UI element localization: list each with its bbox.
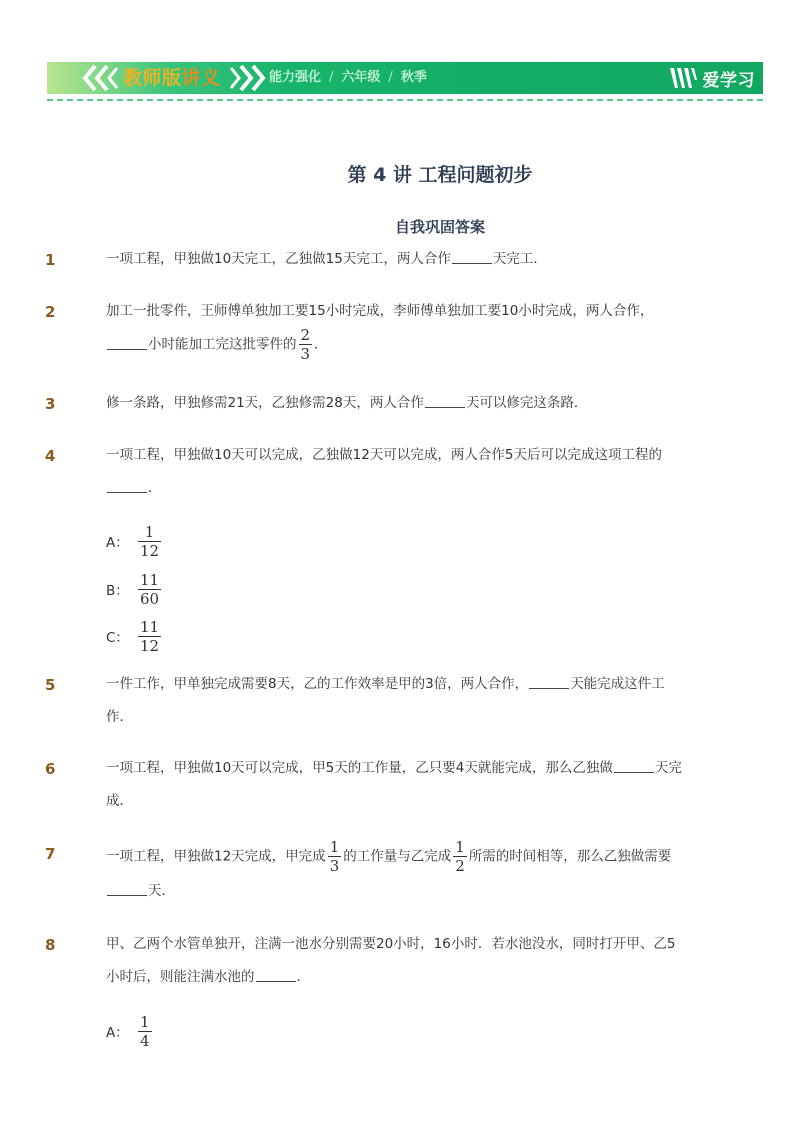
crumb-season: 秋季 — [400, 70, 427, 85]
crumb-grade: 六年级 — [341, 70, 381, 85]
header-bar — [47, 62, 763, 94]
section-title: 自我巩固答案 — [394, 218, 485, 236]
fraction — [328, 838, 342, 875]
fraction — [453, 838, 467, 875]
question-text — [106, 387, 726, 420]
question-line: 小时后，则能注满水池的 — [106, 969, 255, 985]
crumb-separator: / — [388, 70, 393, 85]
breadcrumb — [269, 69, 427, 87]
question-text — [106, 295, 726, 363]
answer-blank — [107, 478, 147, 493]
brand-mark-icon — [668, 66, 698, 90]
question-line: 天完工． — [492, 251, 547, 267]
fraction-denominator: 3 — [329, 857, 340, 875]
question-line: 一项工程，甲独做10天完工，乙独做15天完工，两人合作 — [106, 251, 451, 267]
question-line: 一项工程，甲独做10天可以完成，甲5天的工作量，乙只要4天就能完成，那么乙独做 — [106, 760, 613, 776]
fraction-numerator: 1 — [455, 838, 465, 856]
question-number: 3 — [45, 395, 56, 413]
question-line: 一项工程，甲独做10天可以完成，乙独做12天可以完成，两人合作5天后可以完成这项工程的 — [106, 447, 662, 463]
question-line: 小时能加工完这批零件的 — [148, 336, 297, 353]
option-label: A： — [106, 1025, 129, 1041]
option-label: A： — [106, 535, 129, 551]
question-number: 6 — [45, 760, 56, 778]
question-line: 天可以修完这条路． — [465, 395, 588, 411]
handout-title-part1: 教师版 — [123, 67, 182, 89]
page-title: 第 4 讲 工程问题初步 — [347, 164, 533, 186]
question-number: 4 — [45, 447, 56, 465]
question-number: 7 — [45, 845, 56, 863]
question-line: 天． — [148, 883, 175, 899]
answer-blank — [256, 967, 296, 982]
fraction-numerator: 1 — [144, 522, 155, 541]
option-b — [106, 569, 163, 609]
double-chevron-left-icon — [79, 62, 119, 94]
handout-title — [123, 66, 221, 90]
question-line: 所需的时间相等，那么乙独做需要 — [468, 848, 672, 865]
fraction — [138, 618, 161, 655]
question-line: 修一条路，甲独修需21天，乙独修需28天，两人合作 — [106, 395, 424, 411]
question-line: 加工一批零件，王师傅单独加工要15小时完成，李师傅单独加工要10小时完成，两人合作， — [106, 303, 654, 319]
question-line: 成． — [106, 793, 133, 809]
question-text — [106, 752, 726, 818]
answer-blank — [107, 335, 147, 350]
question-text — [106, 668, 726, 734]
fraction — [299, 326, 313, 363]
fraction — [138, 571, 161, 608]
fraction-numerator: 11 — [140, 617, 160, 636]
question-number: 8 — [45, 936, 56, 954]
question-line: ． — [296, 969, 310, 985]
double-chevron-right-icon — [229, 62, 269, 94]
fraction-denominator: 2 — [455, 857, 465, 875]
option-a — [106, 521, 163, 561]
question-text — [106, 838, 726, 908]
handout-title-part2: 讲义 — [181, 67, 221, 89]
question-line: 甲、乙两个水管单独开，注满一池水分别需要20小时，16小时．若水池没水，同时打开甲、乙5 — [106, 936, 676, 952]
fraction-denominator: 60 — [140, 589, 160, 608]
option-c — [106, 616, 163, 656]
fraction-denominator: 12 — [140, 636, 160, 655]
crumb-separator: / — [329, 70, 334, 85]
header-dotted-divider — [47, 99, 763, 101]
answer-blank — [425, 393, 465, 408]
fraction-denominator: 4 — [140, 1031, 150, 1050]
answer-blank — [529, 674, 569, 689]
option-label: B： — [106, 583, 129, 599]
fraction-denominator: 12 — [140, 541, 160, 560]
answer-blank — [107, 881, 147, 896]
fraction — [138, 1013, 152, 1050]
fraction-numerator: 2 — [300, 326, 311, 344]
question-line: 一件工作，甲单独完成需要8天，乙的工作效率是甲的3倍，两人合作， — [106, 676, 529, 692]
fraction-numerator: 11 — [140, 570, 160, 589]
question-number: 1 — [45, 251, 56, 269]
brand-logo — [668, 65, 756, 91]
question-line: 天能完成这件工 — [570, 676, 665, 692]
question-line: 的工作量与乙完成 — [343, 848, 452, 865]
crumb-category: 能力强化 — [269, 70, 322, 85]
question-text — [106, 928, 726, 994]
answer-blank — [614, 758, 654, 773]
question-number: 2 — [45, 303, 56, 321]
question-line: 一项工程，甲独做12天完成，甲完成 — [106, 848, 326, 865]
question-text — [106, 243, 726, 276]
question-number: 5 — [45, 676, 56, 694]
fraction-denominator: 3 — [300, 345, 311, 363]
fraction — [138, 523, 161, 560]
question-line: 天完 — [654, 760, 682, 776]
answer-blank — [452, 249, 492, 264]
fraction-numerator: 1 — [329, 838, 340, 856]
question-text — [106, 439, 726, 505]
question-line: ． — [314, 336, 328, 353]
question-line: ． — [148, 480, 162, 496]
brand-name: 爱学习 — [702, 70, 755, 91]
fraction-numerator: 1 — [140, 1012, 150, 1031]
option-label: C： — [106, 630, 129, 646]
option-a — [106, 1011, 154, 1051]
question-line: 作． — [106, 709, 133, 725]
